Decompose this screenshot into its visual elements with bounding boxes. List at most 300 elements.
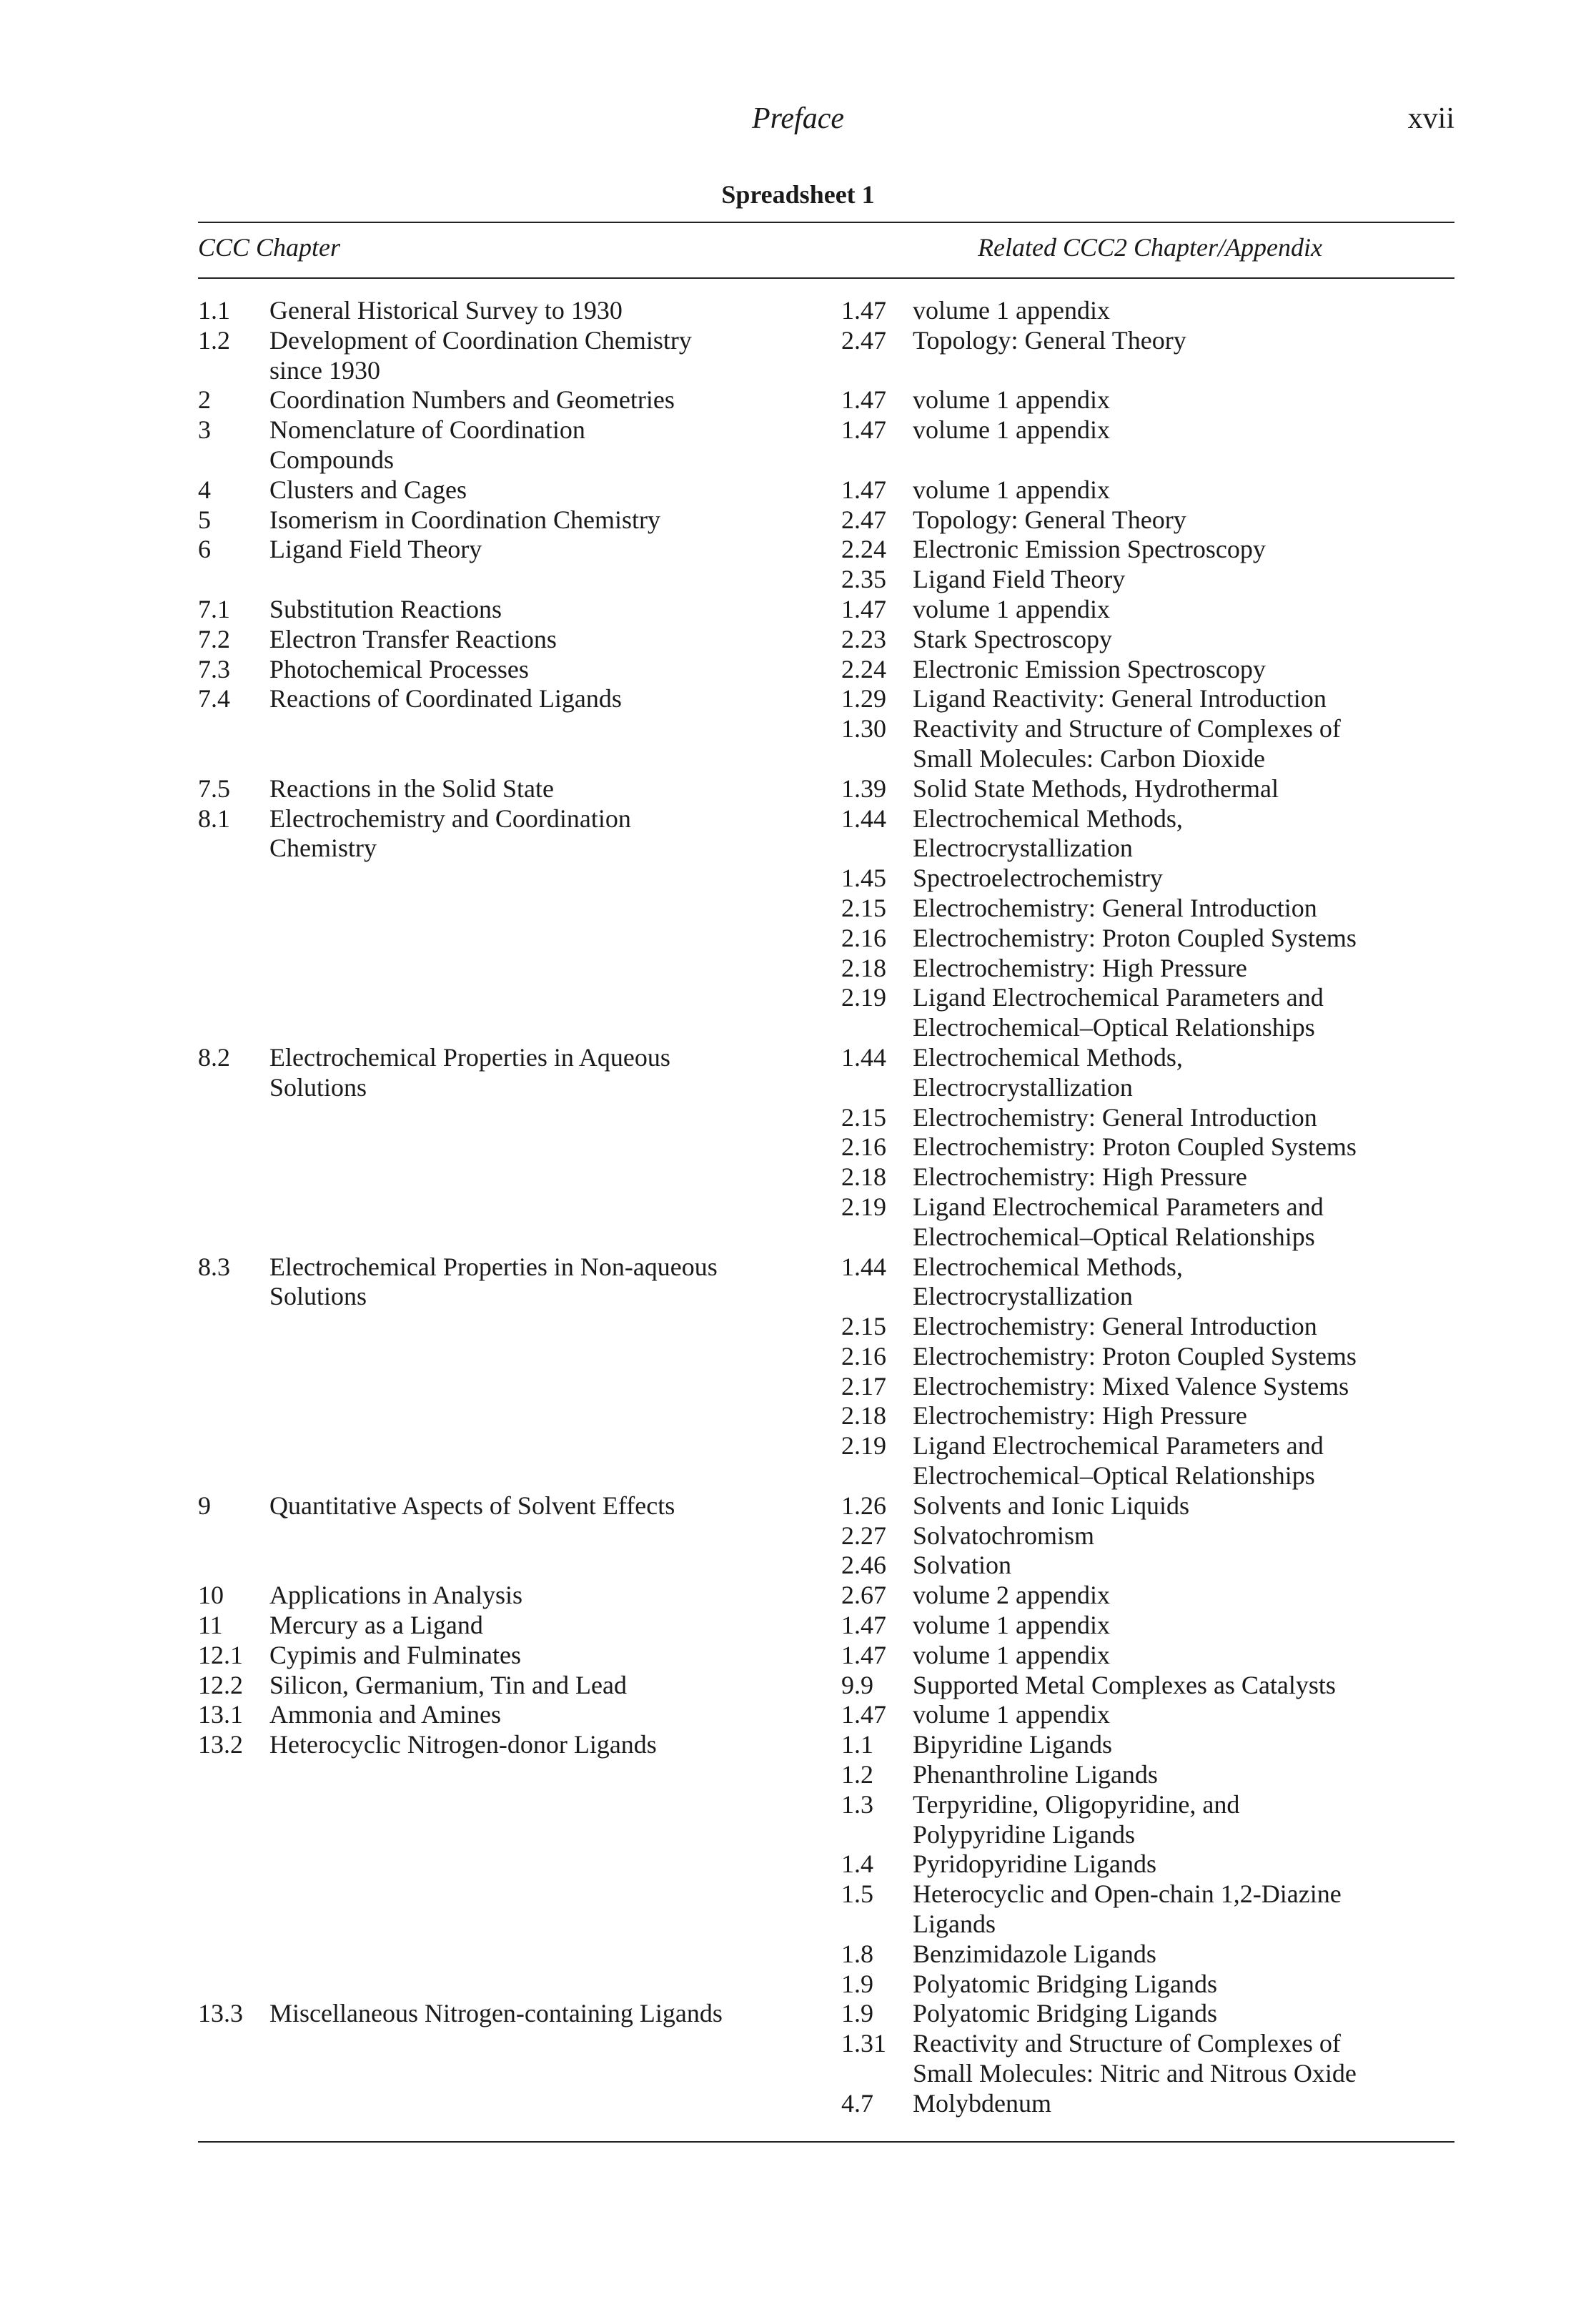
- related-chapter-number: 1.1: [841, 1730, 873, 1759]
- ccc-chapter-title-line: Solutions: [269, 1282, 367, 1311]
- related-chapter-title-line: Solvents and Ionic Liquids: [913, 1491, 1189, 1520]
- table-row: [198, 625, 1454, 655]
- ccc-chapter-number: 5: [198, 505, 211, 534]
- related-chapter-title: [913, 1103, 1454, 1133]
- related-chapter-title-line: Electrochemical–Optical Relationships: [913, 1222, 1315, 1251]
- ccc-chapter-title: [269, 296, 841, 326]
- ccc-chapter-number: 13.2: [198, 1730, 243, 1759]
- ccc-chapter-title-line: Mercury as a Ligand: [269, 1611, 483, 1640]
- ccc-chapter-title-line: Clusters and Cages: [269, 475, 467, 504]
- ccc-chapter-number: 13.3: [198, 1999, 243, 2028]
- related-chapter-title-line: Electrochemistry: Proton Coupled Systems: [913, 1132, 1357, 1162]
- related-chapter-list: [841, 1671, 1454, 1701]
- ccc-chapter-title: [269, 595, 841, 625]
- related-chapter-list: [841, 1043, 1454, 1253]
- related-chapter-title-line: Small Molecules: Carbon Dioxide: [913, 744, 1265, 773]
- ccc-chapter-title: [269, 1581, 841, 1611]
- related-chapter: [841, 565, 1454, 595]
- related-chapter-number: 1.8: [841, 1939, 873, 1968]
- related-chapter-title: [913, 1999, 1454, 2029]
- related-chapter: [841, 894, 1454, 924]
- related-chapter: [841, 1849, 1454, 1879]
- related-chapter-number: 1.47: [841, 415, 886, 445]
- related-chapter-number: 1.44: [841, 804, 886, 833]
- related-chapter: [841, 1521, 1454, 1551]
- spreadsheet-title: Spreadsheet 1: [721, 180, 875, 209]
- related-chapter-number: 1.47: [841, 1700, 886, 1729]
- related-chapter-title-line: Reactivity and Structure of Complexes of: [913, 2029, 1341, 2058]
- table-row: [198, 1700, 1454, 1730]
- ccc-chapter-number: 1.1: [198, 296, 230, 325]
- related-chapter-number: 2.23: [841, 624, 886, 653]
- related-chapter-title-line: Molybdenum: [913, 2088, 1051, 2118]
- related-chapter: [841, 774, 1454, 804]
- related-chapter: [841, 595, 1454, 625]
- related-chapter-title: [913, 684, 1454, 714]
- related-chapter-title: [913, 864, 1454, 894]
- related-chapter: [841, 1700, 1454, 1730]
- related-chapter-number: 1.29: [841, 684, 886, 713]
- related-chapter: [841, 1730, 1454, 1760]
- related-chapter: [841, 1192, 1454, 1253]
- related-chapter: [841, 1551, 1454, 1581]
- related-chapter: [841, 864, 1454, 894]
- related-chapter: [841, 326, 1454, 356]
- related-chapter-number: 2.16: [841, 923, 886, 952]
- related-chapter-title-line: Electrochemistry: High Pressure: [913, 1401, 1247, 1431]
- related-chapter: [841, 983, 1454, 1043]
- related-chapter-number: 4.7: [841, 2088, 873, 2118]
- ccc-chapter-number: 2: [198, 385, 211, 415]
- related-chapter-title: [913, 1879, 1454, 1940]
- related-chapter-list: [841, 595, 1454, 625]
- related-chapter-number: 1.47: [841, 385, 886, 415]
- related-chapter-list: [841, 1700, 1454, 1730]
- related-chapter-list: [841, 1999, 1454, 2118]
- table-row: [198, 1641, 1454, 1671]
- ccc-chapter-number: 3: [198, 415, 211, 445]
- table-row: [198, 1671, 1454, 1701]
- ccc-chapter-title: [269, 1999, 841, 2029]
- related-chapter-title: [913, 565, 1454, 595]
- related-chapter-title-line: Electrochemistry: Mixed Valence Systems: [913, 1371, 1349, 1401]
- related-chapter-number: 2.19: [841, 1192, 886, 1221]
- related-chapter-list: [841, 1730, 1454, 1999]
- ccc-chapter-title-line: Applications in Analysis: [269, 1581, 522, 1610]
- related-chapter-list: [841, 475, 1454, 505]
- related-chapter-title: [913, 415, 1454, 445]
- related-chapter-number: 1.26: [841, 1491, 886, 1520]
- related-chapter-title-line: Electrochemical–Optical Relationships: [913, 1013, 1315, 1042]
- table-row: [198, 535, 1454, 595]
- related-chapter: [841, 296, 1454, 326]
- related-chapter-title-line: Stark Spectroscopy: [913, 624, 1112, 653]
- related-chapter-number: 1.30: [841, 714, 886, 744]
- related-chapter-number: 2.15: [841, 1102, 886, 1132]
- related-chapter-number: 2.19: [841, 1431, 886, 1461]
- related-chapter-title-line: Electrochemistry: General Introduction: [913, 1102, 1317, 1132]
- related-chapter-list: [841, 774, 1454, 804]
- related-chapter-list: [841, 296, 1454, 326]
- related-chapter-title-line: Polypyridine Ligands: [913, 1819, 1135, 1849]
- related-chapter-title: [913, 1491, 1454, 1521]
- related-chapter: [841, 1372, 1454, 1402]
- related-chapter-title: [913, 1192, 1454, 1253]
- ccc-chapter-title: [269, 1730, 841, 1760]
- related-chapter-title-line: volume 1 appendix: [913, 475, 1110, 504]
- ccc-chapter-title-line: Isomerism in Coordination Chemistry: [269, 505, 660, 534]
- related-chapter-title-line: volume 1 appendix: [913, 385, 1110, 415]
- related-chapter-title-line: Spectroelectrochemistry: [913, 864, 1163, 893]
- related-chapter-number: 2.47: [841, 325, 886, 355]
- ccc-chapter-number: 7.2: [198, 624, 230, 653]
- ccc-chapter-number: 12.1: [198, 1640, 243, 1669]
- related-chapter-number: 2.67: [841, 1581, 886, 1610]
- ccc-chapter-title-line: Electron Transfer Reactions: [269, 624, 557, 653]
- related-chapter-title-line: Electrochemistry: High Pressure: [913, 953, 1247, 982]
- related-chapter-title: [913, 1253, 1454, 1313]
- ccc-chapter-title: [269, 326, 841, 386]
- related-chapter-list: [841, 1253, 1454, 1491]
- ccc-chapter-title: [269, 804, 841, 864]
- related-chapter-list: [841, 415, 1454, 445]
- table-row: [198, 774, 1454, 804]
- related-chapter-title: [913, 983, 1454, 1043]
- ccc-chapter-number: 10: [198, 1581, 224, 1610]
- table-top-rule: [198, 222, 1454, 223]
- ccc-chapter-title-line: Miscellaneous Nitrogen-containing Ligands: [269, 1999, 723, 2028]
- related-chapter-title-line: Electrochemistry: General Introduction: [913, 893, 1317, 922]
- related-chapter-title: [913, 894, 1454, 924]
- table-row: [198, 296, 1454, 326]
- ccc-chapter-title-line: Reactions of Coordinated Ligands: [269, 684, 622, 713]
- related-chapter-title: [913, 1162, 1454, 1192]
- related-chapter-title: [913, 714, 1454, 774]
- ccc-chapter-title: [269, 774, 841, 804]
- related-chapter: [841, 1970, 1454, 2000]
- related-chapter-number: 2.16: [841, 1341, 886, 1370]
- related-chapter-number: 2.47: [841, 505, 886, 534]
- related-chapter-title: [913, 595, 1454, 625]
- related-chapter: [841, 1940, 1454, 1970]
- related-chapter-title: [913, 924, 1454, 954]
- related-chapter: [841, 505, 1454, 535]
- related-chapter-title: [913, 1431, 1454, 1491]
- related-chapter-title: [913, 1611, 1454, 1641]
- table-row: [198, 385, 1454, 415]
- related-chapter-title: [913, 804, 1454, 864]
- related-chapter-list: [841, 385, 1454, 415]
- related-chapter: [841, 1760, 1454, 1790]
- related-chapter-number: 9.9: [841, 1670, 873, 1699]
- table-row: [198, 1611, 1454, 1641]
- table-row: [198, 1491, 1454, 1581]
- related-chapter-number: 1.47: [841, 296, 886, 325]
- related-chapter-title-line: Electrochemical Methods,: [913, 804, 1183, 833]
- ccc-chapter-number: 6: [198, 535, 211, 564]
- related-chapter-number: 2.18: [841, 1162, 886, 1192]
- related-chapter-title: [913, 2089, 1454, 2119]
- related-chapter-title-line: Electrochemical Methods,: [913, 1042, 1183, 1072]
- ccc-chapter-title: [269, 684, 841, 714]
- related-chapter: [841, 804, 1454, 864]
- ccc-chapter-title-line: Electrochemistry and Coordination: [269, 804, 631, 833]
- related-chapter-title: [913, 954, 1454, 984]
- related-chapter-title: [913, 1401, 1454, 1431]
- related-chapter-title-line: volume 1 appendix: [913, 1640, 1110, 1669]
- related-chapter-title-line: Solvatochromism: [913, 1521, 1094, 1550]
- table-row: [198, 655, 1454, 685]
- ccc-chapter-number: 7.4: [198, 684, 230, 713]
- ccc-chapter-title: [269, 535, 841, 565]
- related-chapter-number: 1.44: [841, 1252, 886, 1281]
- related-chapter: [841, 535, 1454, 565]
- table-header-rule: [198, 277, 1454, 279]
- related-chapter-title: [913, 1551, 1454, 1581]
- related-chapter-title: [913, 505, 1454, 535]
- related-chapter-title-line: Electrochemistry: Proton Coupled Systems: [913, 923, 1357, 952]
- ccc-chapter-title-line: General Historical Survey to 1930: [269, 296, 623, 325]
- related-chapter-title: [913, 774, 1454, 804]
- related-chapter-title-line: Electrocrystallization: [913, 1072, 1133, 1102]
- ccc-chapter-title-line: Compounds: [269, 445, 395, 474]
- related-chapter-number: 2.46: [841, 1551, 886, 1580]
- ccc-chapter-number: 9: [198, 1491, 211, 1520]
- related-chapter: [841, 475, 1454, 505]
- ccc-chapter-number: 12.2: [198, 1670, 243, 1699]
- related-chapter-number: 1.4: [841, 1849, 873, 1879]
- related-chapter-number: 1.45: [841, 864, 886, 893]
- related-chapter: [841, 1043, 1454, 1103]
- ccc-chapter-title-line: since 1930: [269, 355, 380, 385]
- related-chapter-number: 2.19: [841, 983, 886, 1012]
- related-chapter-title-line: Supported Metal Complexes as Catalysts: [913, 1670, 1336, 1699]
- related-chapter: [841, 385, 1454, 415]
- related-chapter-title: [913, 1132, 1454, 1162]
- table-row: [198, 1730, 1454, 1999]
- related-chapter-list: [841, 1641, 1454, 1671]
- related-chapter-number: 2.17: [841, 1371, 886, 1401]
- related-chapter-title: [913, 1342, 1454, 1372]
- related-chapter-title-line: Electrochemistry: Proton Coupled Systems: [913, 1341, 1357, 1370]
- related-chapter-number: 2.18: [841, 953, 886, 982]
- related-chapter-title-line: Bipyridine Ligands: [913, 1730, 1112, 1759]
- related-chapter-title-line: volume 2 appendix: [913, 1581, 1110, 1610]
- related-chapter-list: [841, 505, 1454, 535]
- related-chapter-title-line: Ligand Electrochemical Parameters and: [913, 1192, 1324, 1221]
- table-row: [198, 595, 1454, 625]
- ccc-chapter-title: [269, 655, 841, 685]
- table-row: [198, 684, 1454, 774]
- related-chapter-title-line: Pyridopyridine Ligands: [913, 1849, 1156, 1879]
- related-chapter-title: [913, 655, 1454, 685]
- related-chapter-title-line: Electronic Emission Spectroscopy: [913, 654, 1266, 683]
- table-row: [198, 804, 1454, 1043]
- related-chapter-title-line: Phenanthroline Ligands: [913, 1760, 1158, 1789]
- related-chapter-title-line: Ligand Reactivity: General Introduction: [913, 684, 1327, 713]
- related-chapter-number: 1.5: [841, 1879, 873, 1909]
- ccc-chapter-title: [269, 1671, 841, 1701]
- related-chapter-number: 2.35: [841, 565, 886, 594]
- ccc-chapter-title-line: Heterocyclic Nitrogen-donor Ligands: [269, 1730, 657, 1759]
- related-chapter: [841, 1491, 1454, 1521]
- related-chapter: [841, 924, 1454, 954]
- related-chapter-number: 1.44: [841, 1042, 886, 1072]
- ccc-chapter-title-line: Reactions in the Solid State: [269, 774, 554, 803]
- related-chapter: [841, 1132, 1454, 1162]
- related-chapter-list: [841, 1581, 1454, 1611]
- related-chapter: [841, 1671, 1454, 1701]
- related-chapter-title-line: Polyatomic Bridging Ligands: [913, 1969, 1217, 1998]
- column-header-related-chapter: Related CCC2 Chapter/Appendix: [978, 233, 1322, 262]
- table-row: [198, 1999, 1454, 2118]
- related-chapter-number: 1.31: [841, 2029, 886, 2058]
- related-chapter-number: 1.9: [841, 1999, 873, 2028]
- related-chapter: [841, 1162, 1454, 1192]
- related-chapter-list: [841, 804, 1454, 1043]
- related-chapter-title: [913, 2029, 1454, 2089]
- ccc-chapter-number: 8.2: [198, 1042, 230, 1072]
- related-chapter-list: [841, 655, 1454, 685]
- related-chapter-title-line: Topology: General Theory: [913, 325, 1186, 355]
- ccc-chapter-title-line: Nomenclature of Coordination: [269, 415, 585, 445]
- related-chapter-title: [913, 1790, 1454, 1850]
- related-chapter-title-line: Ligands: [913, 1910, 996, 1939]
- ccc-chapter-title-line: Electrochemical Properties in Aqueous: [269, 1042, 670, 1072]
- related-chapter-title: [913, 1521, 1454, 1551]
- ccc-chapter-title-line: Solutions: [269, 1072, 367, 1102]
- related-chapter: [841, 714, 1454, 774]
- related-chapter-title-line: Ligand Electrochemical Parameters and: [913, 983, 1324, 1012]
- related-chapter: [841, 1999, 1454, 2029]
- related-chapter-title: [913, 1312, 1454, 1342]
- ccc-chapter-number: 13.1: [198, 1700, 243, 1729]
- related-chapter-list: [841, 535, 1454, 595]
- ccc-chapter-number: 8.3: [198, 1252, 230, 1281]
- related-chapter-title-line: Electrochemical–Optical Relationships: [913, 1461, 1315, 1491]
- ccc-chapter-title: [269, 1700, 841, 1730]
- related-chapter: [841, 1581, 1454, 1611]
- related-chapter-title: [913, 535, 1454, 565]
- related-chapter: [841, 1879, 1454, 1940]
- related-chapter-title-line: Electrocrystallization: [913, 1282, 1133, 1311]
- related-chapter-title: [913, 1849, 1454, 1879]
- ccc-chapter-title: [269, 1641, 841, 1671]
- related-chapter-title: [913, 1043, 1454, 1103]
- related-chapter-title-line: Reactivity and Structure of Complexes of: [913, 714, 1341, 744]
- related-chapter-title-line: Small Molecules: Nitric and Nitrous Oxide: [913, 2059, 1357, 2088]
- related-chapter: [841, 2089, 1454, 2119]
- related-chapter-number: 2.16: [841, 1132, 886, 1162]
- ccc-chapter-number: 7.3: [198, 654, 230, 683]
- related-chapter: [841, 655, 1454, 685]
- ccc-chapter-title-line: Development of Coordination Chemistry: [269, 325, 692, 355]
- related-chapter-number: 2.18: [841, 1401, 886, 1431]
- related-chapter-title-line: Terpyridine, Oligopyridine, and: [913, 1789, 1240, 1819]
- ccc-chapter-number: 1.2: [198, 325, 230, 355]
- table-row: [198, 326, 1454, 386]
- ccc-chapter-title: [269, 1043, 841, 1103]
- related-chapter-title: [913, 475, 1454, 505]
- page-number: xvii: [1407, 102, 1454, 135]
- related-chapter-title-line: Electronic Emission Spectroscopy: [913, 535, 1266, 564]
- ccc-chapter-number: 11: [198, 1611, 223, 1640]
- ccc-chapter-title: [269, 1611, 841, 1641]
- related-chapter: [841, 2029, 1454, 2089]
- ccc-chapter-number: 4: [198, 475, 211, 504]
- related-chapter: [841, 415, 1454, 445]
- related-chapter-number: 2.27: [841, 1521, 886, 1550]
- related-chapter-number: 2.15: [841, 893, 886, 922]
- related-chapter-title-line: Ligand Field Theory: [913, 565, 1126, 594]
- related-chapter: [841, 1431, 1454, 1491]
- related-chapter: [841, 954, 1454, 984]
- related-chapter-number: 2.15: [841, 1312, 886, 1341]
- related-chapter-title: [913, 1671, 1454, 1701]
- related-chapter-title-line: Electrocrystallization: [913, 834, 1133, 863]
- ccc-chapter-title-line: Electrochemical Properties in Non-aqueous: [269, 1252, 718, 1281]
- related-chapter-title-line: Polyatomic Bridging Ligands: [913, 1999, 1217, 2028]
- related-chapter-number: 1.47: [841, 475, 886, 504]
- related-chapter: [841, 1401, 1454, 1431]
- column-header-ccc-chapter: CCC Chapter: [198, 233, 341, 262]
- ccc-chapter-title: [269, 1253, 841, 1313]
- table-row: [198, 505, 1454, 535]
- related-chapter-list: [841, 326, 1454, 356]
- related-chapter-title: [913, 296, 1454, 326]
- table-row: [198, 1253, 1454, 1491]
- ccc-chapter-title: [269, 475, 841, 505]
- related-chapter-number: 1.47: [841, 1640, 886, 1669]
- table-row: [198, 415, 1454, 475]
- related-chapter-number: 1.2: [841, 1760, 873, 1789]
- related-chapter-number: 1.39: [841, 774, 886, 803]
- ccc-chapter-title-line: Coordination Numbers and Geometries: [269, 385, 675, 415]
- related-chapter-title-line: Ligand Electrochemical Parameters and: [913, 1431, 1324, 1461]
- related-chapter-title-line: Solid State Methods, Hydrothermal: [913, 774, 1279, 803]
- ccc-chapter-title-line: Chemistry: [269, 834, 377, 863]
- related-chapter-number: 2.24: [841, 654, 886, 683]
- related-chapter-list: [841, 625, 1454, 655]
- ccc-chapter-number: 8.1: [198, 804, 230, 833]
- related-chapter: [841, 1790, 1454, 1850]
- related-chapter: [841, 625, 1454, 655]
- related-chapter-title-line: Benzimidazole Ligands: [913, 1939, 1156, 1968]
- ccc-chapter-title-line: Quantitative Aspects of Solvent Effects: [269, 1491, 675, 1520]
- related-chapter-title-line: volume 1 appendix: [913, 594, 1110, 623]
- related-chapter-title-line: volume 1 appendix: [913, 415, 1110, 445]
- ccc-chapter-title-line: Silicon, Germanium, Tin and Lead: [269, 1670, 627, 1699]
- related-chapter-title-line: Electrochemistry: High Pressure: [913, 1162, 1247, 1192]
- related-chapter-list: [841, 684, 1454, 774]
- related-chapter-title: [913, 1730, 1454, 1760]
- ccc-chapter-title: [269, 625, 841, 655]
- related-chapter-number: 1.47: [841, 594, 886, 623]
- related-chapter-title-line: volume 1 appendix: [913, 1700, 1110, 1729]
- ccc-chapter-title-line: Photochemical Processes: [269, 654, 529, 683]
- related-chapter-title: [913, 326, 1454, 356]
- related-chapter-title: [913, 1970, 1454, 2000]
- ccc-chapter-title: [269, 505, 841, 535]
- related-chapter-number: 1.3: [841, 1789, 873, 1819]
- related-chapter-list: [841, 1611, 1454, 1641]
- related-chapter-title: [913, 1700, 1454, 1730]
- related-chapter-title: [913, 1760, 1454, 1790]
- related-chapter-title: [913, 385, 1454, 415]
- related-chapter-title-line: Heterocyclic and Open-chain 1,2-Diazine: [913, 1879, 1342, 1909]
- related-chapter: [841, 1312, 1454, 1342]
- ccc-chapter-title-line: Ammonia and Amines: [269, 1700, 501, 1729]
